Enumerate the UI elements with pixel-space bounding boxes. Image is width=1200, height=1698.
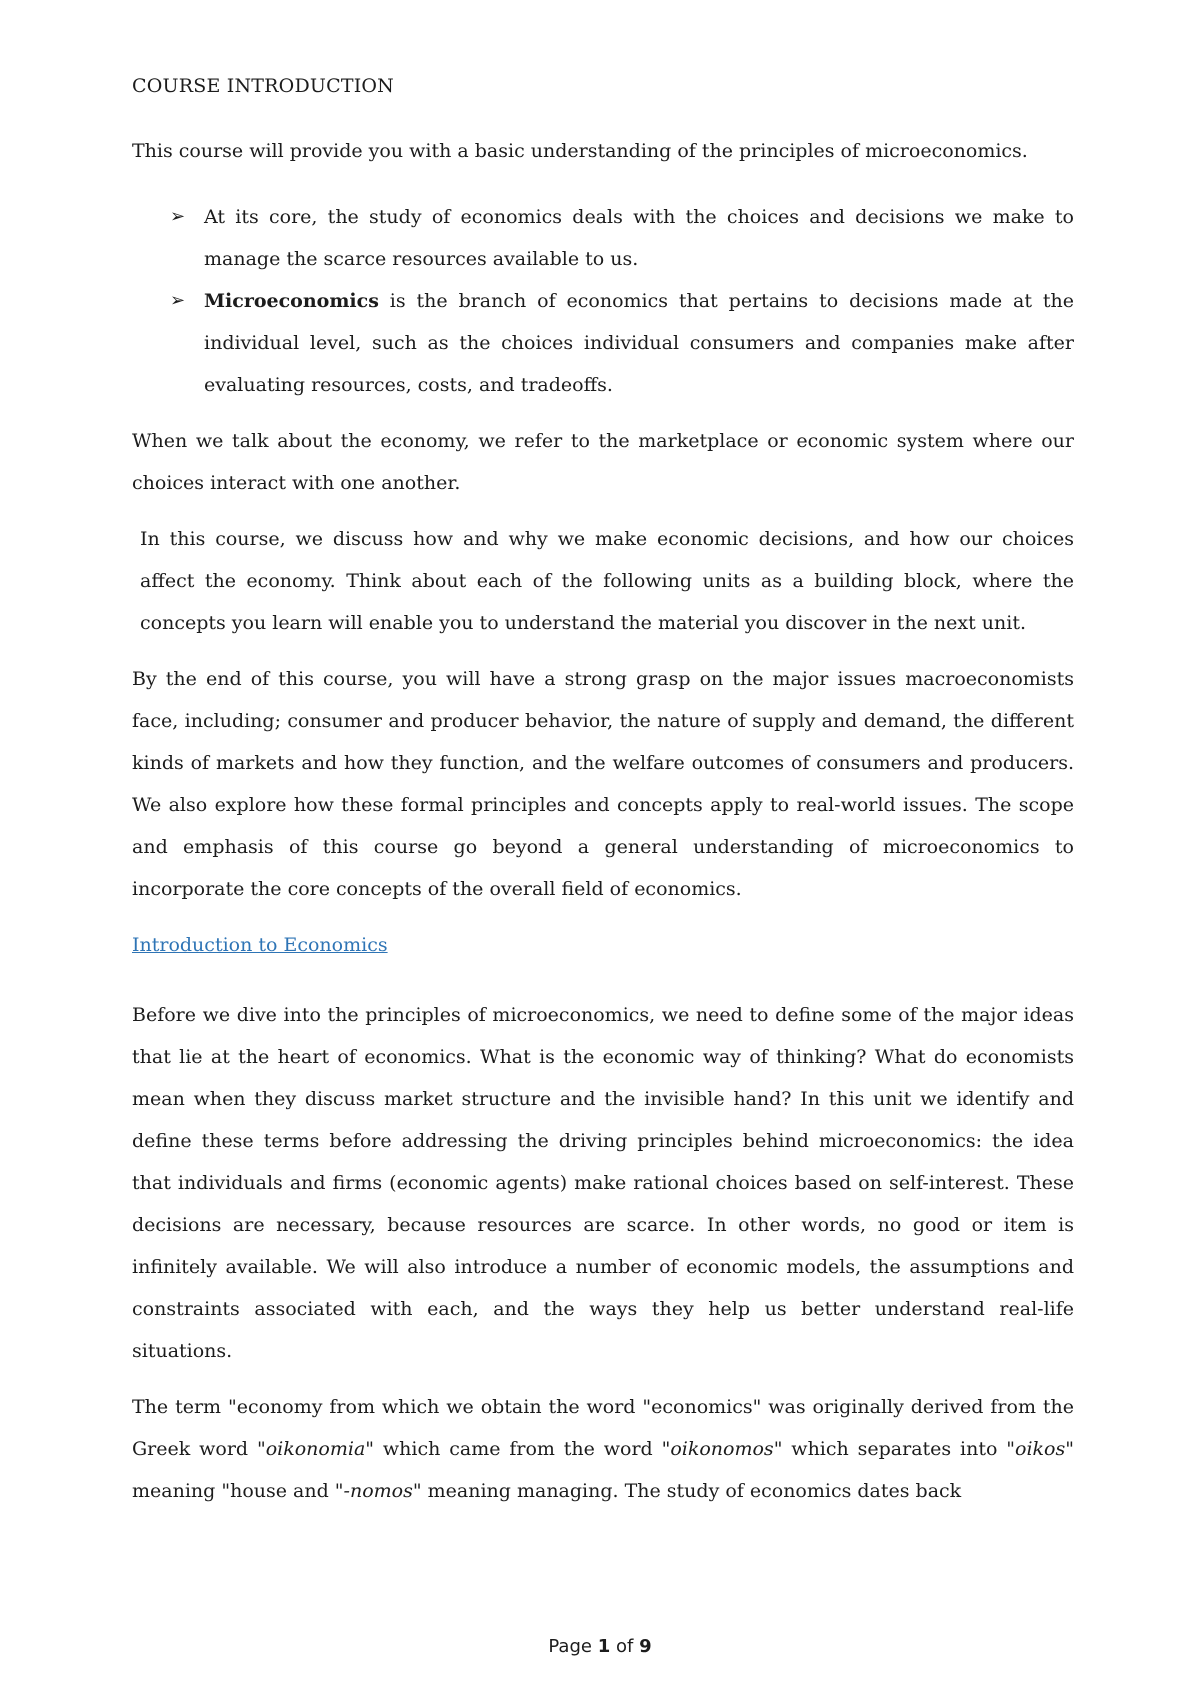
term-text: " which separates into ": [773, 1438, 1016, 1460]
document-page: [132, 70, 1074, 1512]
intro-paragraph: This course will provide you with a basic understanding of the principles of microeconomics.: [132, 140, 1028, 162]
page-word: Page: [548, 1636, 592, 1657]
arrow-bullet-icon: ➢: [170, 206, 186, 227]
current-page-number: 1: [597, 1636, 611, 1657]
term-italic: oikonomia: [265, 1438, 366, 1460]
end-of-course-paragraph: By the end of this course, you will have a strong grasp on the major issues macroeconomists face, including; consumer and producer behavior, the nature of supply and demand, the different kinds of markets and how they function, and the welfare outcomes of consumers and producers. We also explore how these formal principles and concepts apply to real-world issues. The scope and emphasis of this course go beyond a general understanding of microeconomics to incorporate the core concepts of the overall field of economics.: [132, 668, 1074, 900]
course-heading: COURSE INTRODUCTION: [132, 75, 395, 97]
bullet-item-microeconomics: [132, 280, 1074, 406]
bullet-bold-term: Microeconomics: [204, 290, 379, 312]
introduction-to-economics-link[interactable]: Introduction to Economics: [132, 934, 388, 956]
economy-paragraph: When we talk about the economy, we refer to the marketplace or economic system where our choices interact with one another.: [132, 430, 1074, 494]
course-paragraph: In this course, we discuss how and why we make economic decisions, and how our choices affect the economy. Think about each of the following units as a building block, where the concepts you learn will enable you to understand the material you discover in the next unit.: [140, 528, 1074, 634]
bullet-text: is the branch of economics that pertains to decisions made at the individual level, such as the choices individual consumers and companies make after evaluating resources, costs, and tradeoffs.: [204, 290, 1074, 396]
total-pages-number: 9: [639, 1636, 652, 1657]
bullet-item-core: [132, 196, 1074, 280]
term-text: " which came from the word ": [365, 1438, 671, 1460]
bullet-text: At its core, the study of economics deals with the choices and decisions we make to manage the scarce resources available to us.: [204, 206, 1074, 270]
page-footer: [0, 1636, 1200, 1657]
term-paragraph: [132, 1386, 1074, 1512]
term-text: " meaning managing. The study of economics dates back: [412, 1480, 962, 1502]
bullet-list: [132, 196, 1074, 406]
of-word: of: [615, 1636, 634, 1657]
before-paragraph: Before we dive into the principles of microeconomics, we need to define some of the major ideas that lie at the heart of economics. What is the economic way of thinking? What do economists mean when they discuss market structure and the invisible hand? In this unit we identify and define these terms before addressing the driving principles behind microeconomics: the idea that individuals and firms (economic agents) make rational choices based on self-interest. These decisions are necessary, because resources are scarce. In other words, no good or item is infinitely available. We will also introduce a number of economic models, the assumptions and constraints associated with each, and the ways they help us better understand real-life situations.: [132, 1004, 1074, 1362]
term-text: The term "economy from which we obtain the word "economics" was originally derived from the Greek word ": [132, 1396, 1074, 1460]
term-italic: -nomos: [343, 1480, 413, 1502]
term-italic: oikonomos: [670, 1438, 774, 1460]
arrow-bullet-icon: ➢: [170, 290, 186, 311]
term-text: " meaning "house and ": [132, 1438, 1074, 1502]
term-italic: oikos: [1015, 1438, 1066, 1460]
